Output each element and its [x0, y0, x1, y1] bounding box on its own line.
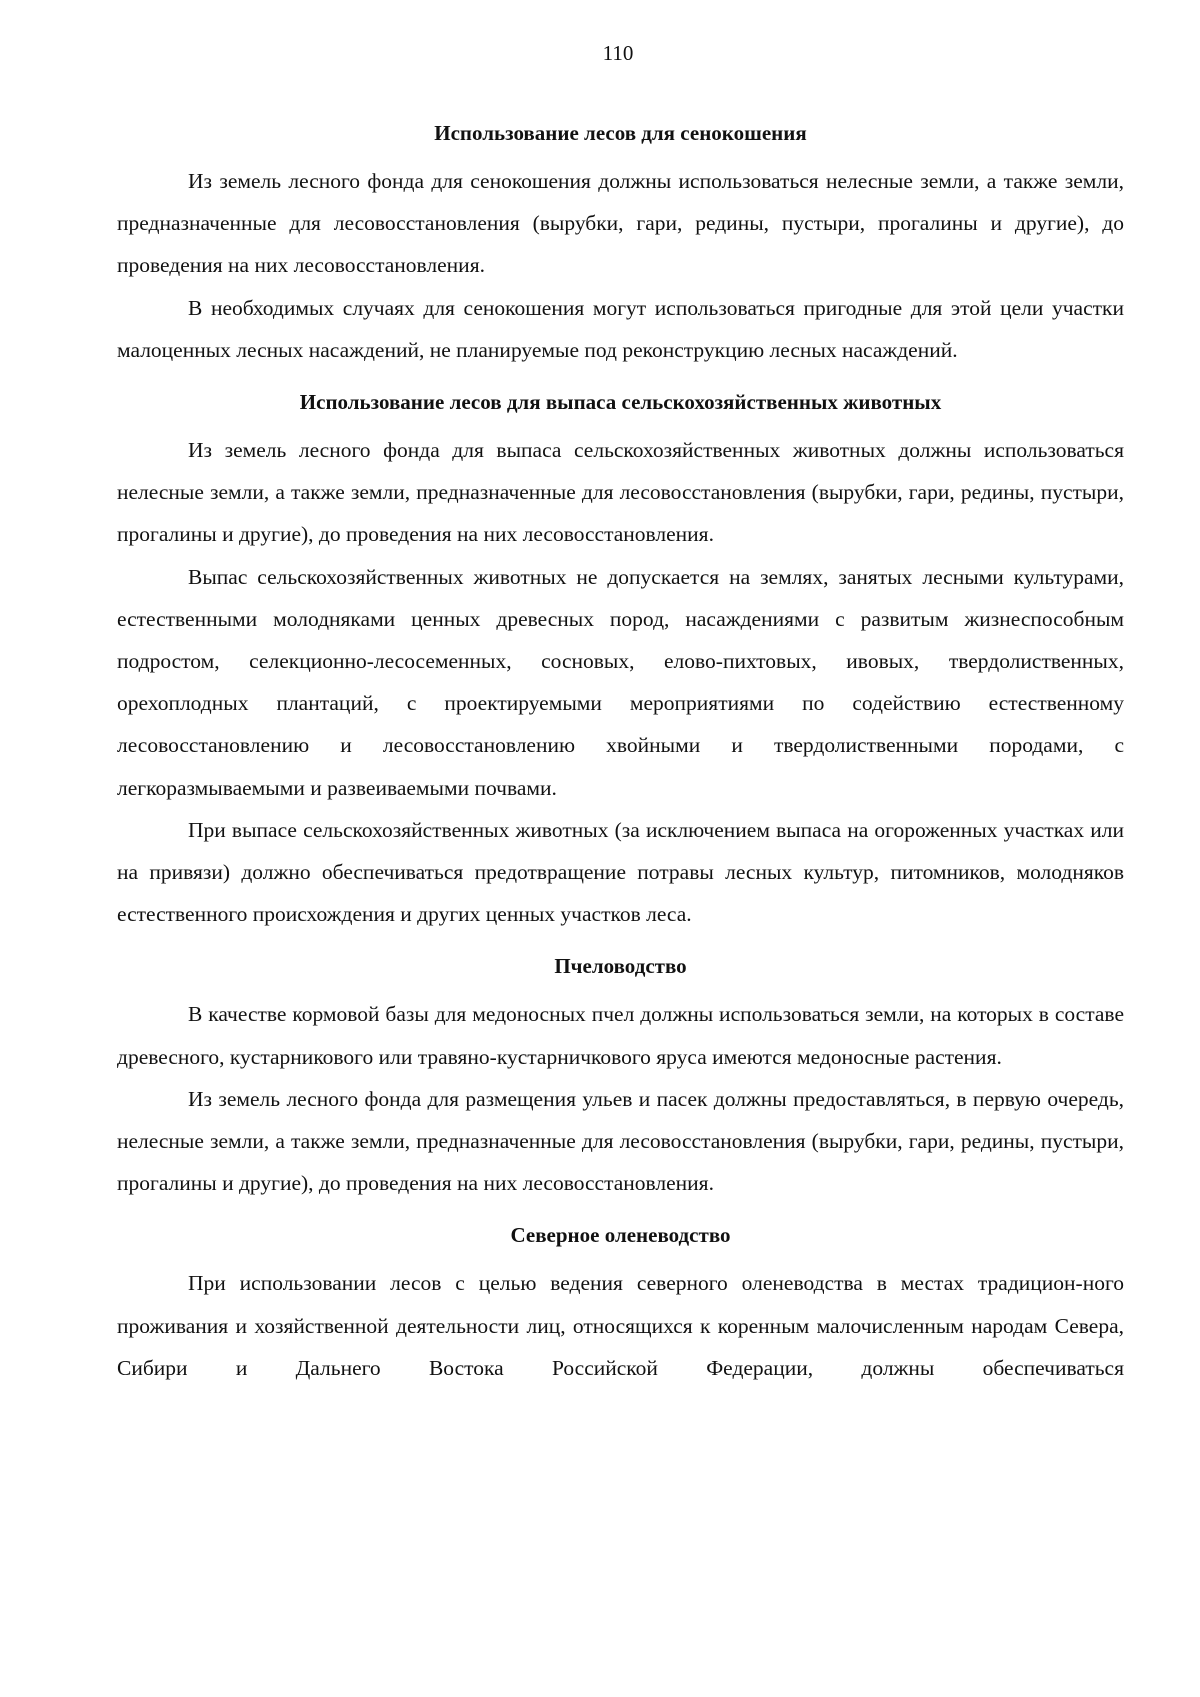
- section-reindeer-herding: [117, 1214, 1124, 1389]
- section-grazing: [117, 381, 1124, 935]
- paragraph: Из земель лесного фонда для выпаса сельскохозяйственных животных должны использоваться нелесные земли, а также земли, предназначенные для лесовосстановления (вырубки, гари, редины, пустыри, прогалины и другие), до проведения на них лесовосстановления.: [117, 438, 1124, 547]
- page-number: 110: [602, 41, 634, 65]
- section-heading: Использование лесов для сенокошения: [434, 121, 807, 145]
- paragraph: При выпасе сельскохозяйственных животных (за исключением выпаса на огороженных участках или на привязи) должно обеспечиваться предотвращение потравы лесных культур, питомников, молодняков естественного происхождения и других ценных участков леса.: [117, 817, 1124, 927]
- section-heading: Пчеловодство: [554, 954, 687, 979]
- paragraph: Из земель лесного фонда для размещения ульев и пасек должны предоставляться, в первую очередь, нелесные земли, а также земли, предназначенные для лесовосстановления (вырубки, гари, редины, пустыри, прогалины и другие), до проведения на них лесовосстановления.: [117, 1086, 1124, 1196]
- paragraph: В необходимых случаях для сенокошения могут использоваться пригодные для этой цели участки малоценных лесных насаждений, не планируемые под реконструкцию лесных насаждений.: [117, 295, 1124, 362]
- paragraph: Из земель лесного фонда для сенокошения должны использоваться нелесные земли, а также земли, предназначенные для лесовосстановления (вырубки, гари, редины, пустыри, прогалины и другие), до проведения на них лесовосстановления.: [117, 169, 1124, 278]
- paragraph: При использовании лесов с целью ведения северного оленеводства в местах традицион-ного проживания и хозяйственной деятельности лиц, относящихся к коренным малочисленным народам Севера, Сибири и Дальнего Востока Российской Федерации, должны обеспечиваться: [117, 1271, 1124, 1380]
- section-heading: Использование лесов для выпаса сельскохозяйственных животных: [299, 390, 942, 415]
- document-body: [117, 112, 1124, 1389]
- paragraph: Выпас сельскохозяйственных животных не допускается на землях, занятых лесными культурами, естественными молодняками ценных древесных пород, насаждениями с развитым жизнеспособным подростом, селекционно-лесосеменных, сосновых, елово-пихтовых, ивовых, твердолиственных, орехоплодных плантаций, с проектируемыми мероприятиями по содействию естественному лесовосстановлению и лесовосстановлению хвойными и твердолиственными породами, с легкоразмываемыми и развеиваемыми почвами.: [117, 564, 1124, 800]
- paragraph: В качестве кормовой базы для медоносных пчел должны использоваться земли, на которых в составе древесного, кустарникового или травяно-кустарничкового яруса имеются медоносные растения.: [117, 1002, 1124, 1069]
- section-beekeeping: [117, 945, 1124, 1204]
- section-haymaking: [117, 112, 1124, 371]
- section-heading: Северное оленеводство: [510, 1223, 731, 1248]
